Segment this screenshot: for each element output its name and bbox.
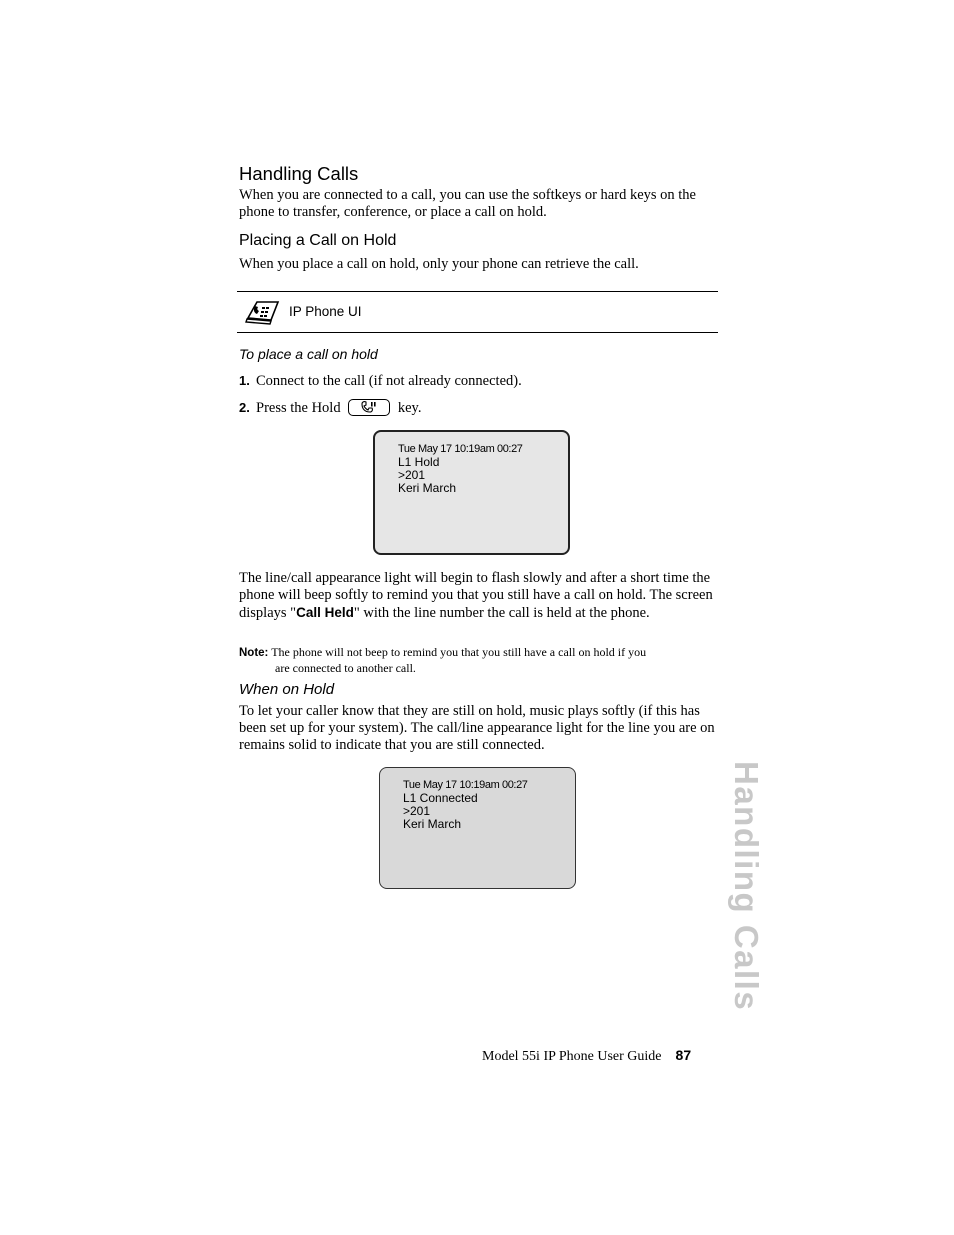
ip-phone-ui-banner <box>237 291 718 333</box>
line-appearance-paragraph <box>239 570 719 622</box>
note <box>239 645 719 676</box>
phone-icon <box>245 298 281 326</box>
step-text: Connect to the call (if not already connected). <box>256 373 522 389</box>
intro-paragraph: When you are connected to a call, you can use the softkeys or hard keys on the phone to transfer, conference, or place a call on hold. <box>239 187 696 220</box>
hold-key-icon <box>348 399 390 416</box>
footer-title: Model 55i IP Phone User Guide <box>482 1049 662 1064</box>
line-paragraph-text-end: " with the line number the call is held at the phone. <box>353 605 650 621</box>
subsection-heading: Placing a Call on Hold <box>239 232 397 249</box>
screen-timestamp: Tue May 17 10:19am 00:27 <box>403 779 528 791</box>
screen-timestamp: Tue May 17 10:19am 00:27 <box>398 443 523 455</box>
screen-caller-name: Keri March <box>398 481 457 495</box>
screen-line-status: L1 Hold <box>398 455 440 469</box>
note-text-continued: are connected to another call. <box>275 661 416 675</box>
page-number: 87 <box>675 1047 692 1063</box>
step-text-after: key. <box>397 400 422 416</box>
phone-screen-connected <box>379 767 576 889</box>
note-label: Note: <box>239 647 269 659</box>
step-2 <box>239 399 719 417</box>
when-on-hold-heading: When on Hold <box>239 681 335 698</box>
line-paragraph-text: The line/call appearance light will begin to flash slowly and after a short time the phone will beep softly to remind you that you still have a call on hold. The screen displays " <box>239 570 713 621</box>
step-number: 2. <box>239 400 250 415</box>
call-held-text: Call Held <box>296 605 354 620</box>
chapter-side-tab: Handling Calls <box>728 761 765 1012</box>
screen-caller-name: Keri March <box>403 817 462 831</box>
step-text-before: Press the Hold <box>256 400 341 416</box>
screen-number: >201 <box>403 804 431 818</box>
screen-line-status: L1 Connected <box>403 791 478 805</box>
step-number: 1. <box>239 373 250 388</box>
phone-screen-hold <box>373 430 570 555</box>
page-footer <box>482 1047 691 1065</box>
placing-paragraph: When you place a call on hold, only your phone can retrieve the call. <box>239 256 639 272</box>
ip-phone-ui-label: IP Phone UI <box>289 304 362 319</box>
procedure-heading: To place a call on hold <box>239 346 378 362</box>
note-text: The phone will not beep to remind you that you still have a call on hold if you <box>271 645 647 659</box>
screen-number: >201 <box>398 468 426 482</box>
when-on-hold-paragraph: To let your caller know that they are still on hold, music plays softly (if this has been set up for your system). The call/line appearance light for the line you are on remains solid to indicate that you are still connected. <box>239 703 715 753</box>
step-1 <box>239 372 719 390</box>
section-heading: Handling Calls <box>239 163 359 184</box>
